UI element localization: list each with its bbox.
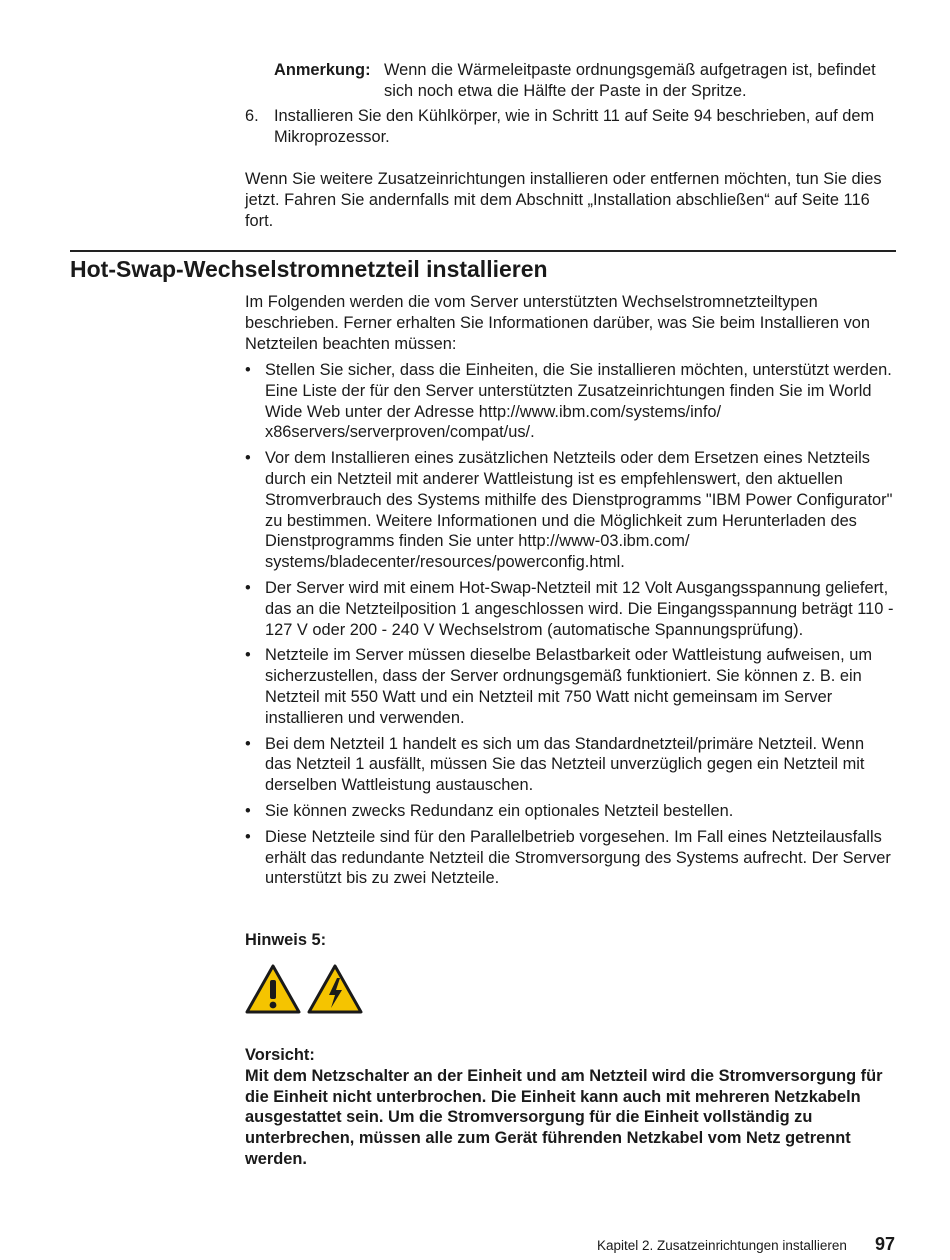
- list-item-text: Bei dem Netzteil 1 handelt es sich um das Standardnetzteil/primäre Netzteil. Wenn das Netzteil 1 ausfällt, müssen Sie das Netzteil unverzüglich gegen ein Netzteil mit derselben Wattleistung austauschen.: [265, 734, 865, 795]
- bullet-marker: •: [245, 827, 251, 846]
- list-item-text: Netzteile im Server müssen dieselbe Belastbarkeit oder Wattleistung aufweisen, um sicherzustellen, dass der Server ordnungsgemäß funktioniert. Sie können z. B. ein Netzteil mit 550 Watt und ein Netzteil mit 750 Watt nicht gemeinsam im Server installieren und verwenden.: [265, 646, 873, 727]
- list-item: [245, 734, 895, 796]
- step-text: Installieren Sie den Kühlkörper, wie in Schritt 11 auf Seite 94 beschrieben, auf dem Mikroprozessor.: [274, 107, 875, 146]
- list-item-text: Der Server wird mit einem Hot-Swap-Netzteil mit 12 Volt Ausgangsspannung geliefert, das an die Netzteilposition 1 angeschlossen wird. Die Eingangsspannung beträgt 110 - 127 V oder 200 - 240 V Wechselstrom (automatische Spannungsprüfung).: [265, 578, 894, 639]
- paragraph-further-options: Wenn Sie weitere Zusatzeinrichtungen installieren oder entfernen möchten, tun Sie dies jetzt. Fahren Sie andernfalls mit dem Abschnitt „Installation abschließen“ auf Seite 116 fort.: [245, 170, 882, 230]
- hazard-icons: [245, 963, 363, 1020]
- bullet-marker: •: [245, 646, 251, 665]
- bullet-marker: •: [245, 734, 251, 753]
- bullet-marker: •: [245, 801, 251, 820]
- list-item: [245, 360, 895, 443]
- list-item: [245, 645, 895, 728]
- requirements-list: [245, 360, 895, 894]
- bullet-marker: •: [245, 361, 251, 379]
- caution-text: Mit dem Netzschalter an der Einheit und am Netzteil wird die Stromversorgung für die Einheit nicht unterbrochen. Die Einheit kann auch mit mehreren Netzkabeln ausgestattet sein. Um die Stromversorgung für die Einheit vollständig zu unterbrechen, müssen alle zum Gerät führenden Netzkabel vom Netz getrennt werden.: [245, 1066, 883, 1168]
- page-number: 97: [875, 1234, 896, 1254]
- list-item: [245, 801, 895, 822]
- list-item: [245, 827, 895, 889]
- note-text: Wenn die Wärmeleitpaste ordnungsgemäß aufgetragen ist, befindet sich noch etwa die Hälfte der Paste in der Spritze.: [384, 61, 876, 100]
- list-item-text: Vor dem Installieren eines zusätzlichen Netzteils oder dem Ersetzen eines Netzteils durch ein Netzteil mit anderer Wattleistung ist es empfehlenswert, den aktuellen Stromverbrauch des Systems mithilfe des Dienstprogramms "IBM Power Configurator" zu bestimmen. Weitere Informationen und die Möglichkeit zum Herunterladen des Dienstprogramms finden Sie unter http://www-03.ibm.com/ systems/bladecenter/resources/powerconfig.html.: [265, 449, 893, 572]
- caution-block: [245, 1045, 895, 1170]
- section-divider: [70, 250, 896, 252]
- section-heading: Hot-Swap-Wechselstromnetzteil installieren: [70, 256, 548, 282]
- list-item: [245, 448, 895, 573]
- bullet-marker: •: [245, 449, 251, 468]
- note-label: Anmerkung:: [274, 61, 371, 79]
- step-number: 6.: [245, 107, 259, 125]
- bullet-marker: •: [245, 578, 251, 597]
- list-item-text: Sie können zwecks Redundanz ein optionales Netzteil bestellen.: [265, 801, 734, 820]
- footer-chapter: Kapitel 2. Zusatzeinrichtungen installieren: [597, 1238, 847, 1253]
- caution-label: Vorsicht:: [245, 1046, 315, 1064]
- list-item: [245, 578, 895, 640]
- section-intro: Im Folgenden werden die vom Server unterstützten Wechselstromnetzteiltypen beschrieben. Ferner erhalten Sie Informationen darüber, was Sie beim Installieren von Netzteilen beachten müssen:: [245, 293, 871, 353]
- notice-label: Hinweis 5:: [245, 931, 327, 949]
- electrical-hazard-icon: [307, 963, 363, 1020]
- step-6: [245, 106, 895, 148]
- list-item-text: Stellen Sie sicher, dass die Einheiten, die Sie installieren möchten, unterstützt werden. Eine Liste der für den Server unterstützten Zusatzeinrichtungen finden Sie im World Wide Web unter der Adresse http://www.ibm.com/systems/info/ x86servers/serverproven/compat/us/.: [265, 361, 892, 442]
- list-item-text: Diese Netzteile sind für den Parallelbetrieb vorgesehen. Im Fall eines Netzteilausfalls erhält das redundante Netzteil die Stromversorgung des Systems aufrecht. Der Server unterstützt bis zu zwei Netzteile.: [265, 827, 891, 888]
- warning-exclamation-icon: [245, 963, 301, 1020]
- note-block: [274, 60, 894, 102]
